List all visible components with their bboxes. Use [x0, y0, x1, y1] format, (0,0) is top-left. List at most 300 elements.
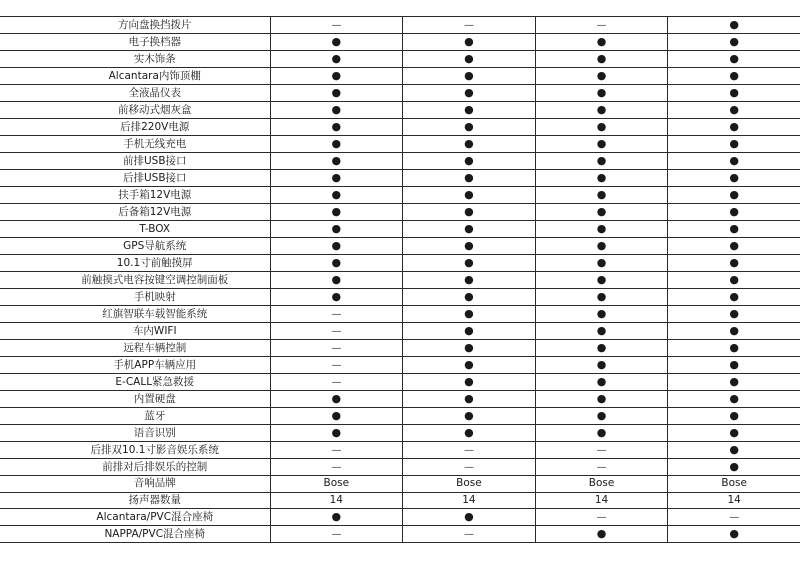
trim-value-2 — [403, 255, 536, 272]
standard-dot: ● — [596, 120, 607, 133]
spec-table-body — [0, 17, 800, 543]
not-available-dash: — — [331, 461, 342, 473]
trim-value-3 — [535, 170, 668, 187]
trim-value-2 — [403, 391, 536, 408]
standard-dot: ● — [596, 256, 607, 269]
table-row — [0, 187, 800, 204]
trim-value-1 — [270, 289, 403, 306]
feature-label: Alcantara内饰顶棚 — [0, 68, 270, 85]
table-row — [0, 442, 800, 459]
not-available-dash: — — [463, 444, 474, 456]
table-row — [0, 170, 800, 187]
trim-value-4 — [668, 289, 800, 306]
trim-value-1 — [270, 391, 403, 408]
feature-label: 后排USB接口 — [0, 170, 270, 187]
trim-value-3 — [535, 476, 668, 493]
value-text: Bose — [323, 477, 350, 490]
standard-dot: ● — [729, 392, 739, 405]
standard-dot: ● — [729, 18, 739, 31]
trim-value-1 — [270, 476, 403, 493]
trim-value-4 — [668, 442, 800, 459]
trim-value-4 — [668, 476, 800, 493]
trim-value-4 — [668, 204, 800, 221]
feature-label: 前移动式烟灰盒 — [0, 102, 270, 119]
value-text: Bose — [721, 477, 747, 490]
feature-label: 方向盘换挡拨片 — [0, 17, 270, 34]
trim-value-4 — [668, 102, 800, 119]
standard-dot: ● — [596, 222, 607, 235]
table-row — [0, 340, 800, 357]
trim-value-3 — [535, 289, 668, 306]
not-available-dash: — — [331, 19, 342, 31]
trim-value-2 — [403, 340, 536, 357]
standard-dot: ● — [596, 527, 607, 541]
standard-dot: ● — [596, 86, 607, 99]
standard-dot: ● — [331, 120, 342, 133]
table-row — [0, 17, 800, 34]
feature-label: 前排USB接口 — [0, 153, 270, 170]
trim-value-2 — [403, 204, 536, 221]
trim-value-4 — [668, 85, 800, 102]
standard-dot: ● — [596, 375, 607, 388]
standard-dot: ● — [596, 358, 607, 371]
standard-dot: ● — [729, 324, 739, 337]
table-row — [0, 136, 800, 153]
feature-label: 后排220V电源 — [0, 119, 270, 136]
trim-value-4 — [668, 391, 800, 408]
standard-dot: ● — [464, 324, 474, 337]
trim-value-4 — [668, 492, 800, 509]
standard-dot: ● — [596, 69, 607, 82]
standard-dot: ● — [729, 358, 739, 371]
table-row — [0, 153, 800, 170]
feature-label: 实木饰条 — [0, 51, 270, 68]
trim-value-3 — [535, 357, 668, 374]
table-row — [0, 255, 800, 272]
trim-value-4 — [668, 425, 800, 442]
standard-dot: ● — [331, 510, 342, 524]
feature-label: 手机无线充电 — [0, 136, 270, 153]
trim-value-4 — [668, 340, 800, 357]
standard-dot: ● — [729, 443, 739, 456]
trim-value-4 — [668, 323, 800, 340]
trim-value-2 — [403, 170, 536, 187]
standard-dot: ● — [464, 154, 474, 167]
standard-dot: ● — [331, 86, 342, 99]
not-available-dash: — — [331, 376, 342, 388]
trim-value-1 — [270, 51, 403, 68]
feature-label: 电子换档器 — [0, 34, 270, 51]
feature-label: 蓝牙 — [0, 408, 270, 425]
standard-dot: ● — [331, 205, 342, 218]
trim-value-2 — [403, 323, 536, 340]
standard-dot: ● — [729, 154, 739, 167]
feature-label: 后备箱12V电源 — [0, 204, 270, 221]
trim-value-1 — [270, 17, 403, 34]
feature-label: 红旗智联车载智能系统 — [0, 306, 270, 323]
not-available-dash: — — [463, 461, 474, 473]
standard-dot: ● — [464, 205, 474, 218]
trim-value-4 — [668, 238, 800, 255]
not-available-dash: — — [331, 325, 342, 337]
standard-dot: ● — [729, 188, 739, 201]
standard-dot: ● — [464, 35, 474, 48]
trim-value-3 — [535, 492, 668, 509]
standard-dot: ● — [729, 86, 739, 99]
trim-value-2 — [403, 526, 536, 543]
feature-label: 扶手箱12V电源 — [0, 187, 270, 204]
feature-label: 手机映射 — [0, 289, 270, 306]
trim-value-2 — [403, 68, 536, 85]
not-available-dash: — — [596, 19, 607, 31]
value-text: Bose — [456, 477, 482, 490]
trim-value-4 — [668, 119, 800, 136]
standard-dot: ● — [596, 154, 607, 167]
trim-value-4 — [668, 526, 800, 543]
standard-dot: ● — [331, 273, 342, 286]
feature-label: 扬声器数量 — [0, 492, 270, 509]
table-row — [0, 492, 800, 509]
standard-dot: ● — [331, 426, 342, 439]
trim-value-1 — [270, 323, 403, 340]
standard-dot: ● — [596, 103, 607, 116]
standard-dot: ● — [729, 460, 739, 473]
feature-label: 前触摸式电容按键空调控制面板 — [0, 272, 270, 289]
trim-value-4 — [668, 272, 800, 289]
trim-value-2 — [403, 509, 536, 526]
trim-value-2 — [403, 425, 536, 442]
trim-value-4 — [668, 17, 800, 34]
standard-dot: ● — [729, 307, 739, 320]
trim-value-1 — [270, 306, 403, 323]
trim-value-1 — [270, 408, 403, 425]
table-row — [0, 221, 800, 238]
feature-label: GPS导航系统 — [0, 238, 270, 255]
trim-value-1 — [270, 442, 403, 459]
trim-value-4 — [668, 136, 800, 153]
spec-sheet — [0, 16, 800, 543]
trim-value-3 — [535, 85, 668, 102]
trim-value-4 — [668, 170, 800, 187]
not-available-dash: — — [596, 444, 607, 456]
standard-dot: ● — [596, 273, 607, 286]
value-text: 14 — [329, 493, 343, 506]
trim-value-1 — [270, 492, 403, 509]
table-row — [0, 526, 800, 543]
table-row — [0, 391, 800, 408]
feature-label: 远程车辆控制 — [0, 340, 270, 357]
trim-value-4 — [668, 68, 800, 85]
standard-dot: ● — [464, 341, 474, 354]
trim-value-1 — [270, 425, 403, 442]
standard-dot: ● — [729, 222, 739, 235]
trim-value-2 — [403, 17, 536, 34]
trim-value-1 — [270, 102, 403, 119]
trim-value-2 — [403, 102, 536, 119]
not-available-dash: — — [331, 444, 342, 456]
trim-value-4 — [668, 374, 800, 391]
standard-dot: ● — [331, 69, 342, 82]
standard-dot: ● — [729, 52, 739, 65]
trim-value-3 — [535, 136, 668, 153]
standard-dot: ● — [729, 290, 739, 303]
trim-value-2 — [403, 136, 536, 153]
standard-dot: ● — [464, 69, 474, 82]
table-row — [0, 357, 800, 374]
standard-dot: ● — [464, 510, 474, 524]
standard-dot: ● — [729, 103, 739, 116]
standard-dot: ● — [464, 188, 474, 201]
trim-value-1 — [270, 204, 403, 221]
trim-value-4 — [668, 357, 800, 374]
standard-dot: ● — [464, 358, 474, 371]
not-available-dash: — — [331, 342, 342, 354]
table-row — [0, 51, 800, 68]
trim-value-3 — [535, 340, 668, 357]
standard-dot: ● — [729, 120, 739, 133]
trim-value-4 — [668, 34, 800, 51]
trim-value-2 — [403, 153, 536, 170]
standard-dot: ● — [464, 375, 474, 388]
trim-value-1 — [270, 459, 403, 476]
standard-dot: ● — [729, 527, 739, 541]
trim-value-1 — [270, 374, 403, 391]
standard-dot: ● — [331, 256, 342, 269]
trim-value-1 — [270, 170, 403, 187]
standard-dot: ● — [464, 120, 474, 133]
table-row — [0, 425, 800, 442]
table-row — [0, 476, 800, 493]
trim-value-3 — [535, 442, 668, 459]
trim-value-4 — [668, 221, 800, 238]
trim-value-1 — [270, 153, 403, 170]
feature-label: 语音识别 — [0, 425, 270, 442]
trim-value-2 — [403, 51, 536, 68]
table-row — [0, 34, 800, 51]
value-text: 14 — [462, 493, 476, 506]
standard-dot: ● — [596, 35, 607, 48]
standard-dot: ● — [464, 392, 474, 405]
feature-label: 音响品牌 — [0, 476, 270, 493]
feature-label: 10.1寸前触摸屏 — [0, 255, 270, 272]
standard-dot: ● — [596, 205, 607, 218]
table-row — [0, 509, 800, 526]
trim-value-2 — [403, 289, 536, 306]
standard-dot: ● — [331, 222, 342, 235]
standard-dot: ● — [464, 52, 474, 65]
trim-value-1 — [270, 34, 403, 51]
table-row — [0, 272, 800, 289]
trim-value-3 — [535, 272, 668, 289]
feature-label: 全液晶仪表 — [0, 85, 270, 102]
standard-dot: ● — [464, 290, 474, 303]
table-row — [0, 119, 800, 136]
table-row — [0, 85, 800, 102]
standard-dot: ● — [464, 256, 474, 269]
trim-value-2 — [403, 357, 536, 374]
standard-dot: ● — [596, 426, 607, 439]
value-text: 14 — [727, 493, 741, 506]
standard-dot: ● — [331, 239, 342, 252]
trim-value-1 — [270, 255, 403, 272]
standard-dot: ● — [729, 69, 739, 82]
trim-value-2 — [403, 238, 536, 255]
standard-dot: ● — [729, 409, 739, 422]
feature-label: 前排对后排娱乐的控制 — [0, 459, 270, 476]
trim-value-4 — [668, 153, 800, 170]
trim-value-3 — [535, 408, 668, 425]
standard-dot: ● — [596, 392, 607, 405]
trim-value-4 — [668, 408, 800, 425]
trim-value-2 — [403, 187, 536, 204]
trim-value-3 — [535, 374, 668, 391]
table-row — [0, 102, 800, 119]
table-row — [0, 238, 800, 255]
trim-value-3 — [535, 119, 668, 136]
standard-dot: ● — [729, 256, 739, 269]
trim-value-1 — [270, 272, 403, 289]
table-row — [0, 306, 800, 323]
standard-dot: ● — [729, 171, 739, 184]
standard-dot: ● — [464, 171, 474, 184]
trim-value-1 — [270, 526, 403, 543]
trim-value-1 — [270, 221, 403, 238]
standard-dot: ● — [331, 35, 342, 48]
trim-value-1 — [270, 68, 403, 85]
feature-label: T-BOX — [0, 221, 270, 238]
standard-dot: ● — [729, 239, 739, 252]
standard-dot: ● — [331, 103, 342, 116]
trim-value-2 — [403, 272, 536, 289]
feature-label: 内置硬盘 — [0, 391, 270, 408]
trim-value-3 — [535, 323, 668, 340]
standard-dot: ● — [596, 239, 607, 252]
trim-value-4 — [668, 306, 800, 323]
standard-dot: ● — [464, 307, 474, 320]
standard-dot: ● — [596, 307, 607, 320]
table-row — [0, 374, 800, 391]
trim-value-3 — [535, 34, 668, 51]
trim-value-3 — [535, 238, 668, 255]
value-text: Bose — [588, 477, 615, 490]
trim-value-3 — [535, 526, 668, 543]
trim-value-3 — [535, 425, 668, 442]
trim-value-1 — [270, 509, 403, 526]
standard-dot: ● — [331, 409, 342, 422]
trim-value-3 — [535, 187, 668, 204]
trim-value-4 — [668, 459, 800, 476]
table-row — [0, 323, 800, 340]
standard-dot: ● — [331, 171, 342, 184]
trim-value-2 — [403, 408, 536, 425]
standard-dot: ● — [331, 392, 342, 405]
feature-label: 手机APP车辆应用 — [0, 357, 270, 374]
trim-value-3 — [535, 204, 668, 221]
trim-value-1 — [270, 85, 403, 102]
not-available-dash: — — [463, 528, 474, 540]
trim-value-3 — [535, 306, 668, 323]
trim-value-4 — [668, 51, 800, 68]
trim-value-1 — [270, 187, 403, 204]
not-available-dash: — — [331, 528, 342, 540]
standard-dot: ● — [331, 137, 342, 150]
table-row — [0, 204, 800, 221]
spec-table — [0, 16, 800, 543]
standard-dot: ● — [596, 188, 607, 201]
trim-value-3 — [535, 255, 668, 272]
standard-dot: ● — [596, 290, 607, 303]
standard-dot: ● — [729, 273, 739, 286]
feature-label: NAPPA/PVC混合座椅 — [0, 526, 270, 543]
standard-dot: ● — [729, 35, 739, 48]
trim-value-3 — [535, 509, 668, 526]
trim-value-1 — [270, 357, 403, 374]
trim-value-3 — [535, 153, 668, 170]
feature-label: 车内WIFI — [0, 323, 270, 340]
trim-value-1 — [270, 136, 403, 153]
feature-label: Alcantara/PVC混合座椅 — [0, 509, 270, 526]
standard-dot: ● — [464, 239, 474, 252]
standard-dot: ● — [729, 375, 739, 388]
standard-dot: ● — [331, 290, 342, 303]
feature-label: 后排双10.1寸影音娱乐系统 — [0, 442, 270, 459]
not-available-dash: — — [331, 308, 342, 320]
trim-value-2 — [403, 374, 536, 391]
standard-dot: ● — [596, 52, 607, 65]
trim-value-2 — [403, 85, 536, 102]
standard-dot: ● — [596, 171, 607, 184]
standard-dot: ● — [729, 341, 739, 354]
trim-value-2 — [403, 459, 536, 476]
standard-dot: ● — [596, 324, 607, 337]
trim-value-3 — [535, 102, 668, 119]
table-row — [0, 289, 800, 306]
trim-value-2 — [403, 442, 536, 459]
trim-value-2 — [403, 306, 536, 323]
value-text: 14 — [594, 493, 609, 506]
trim-value-4 — [668, 255, 800, 272]
standard-dot: ● — [596, 137, 607, 150]
not-available-dash: — — [331, 359, 342, 371]
feature-label: E-CALL紧急救援 — [0, 374, 270, 391]
trim-value-2 — [403, 34, 536, 51]
table-row — [0, 459, 800, 476]
table-row — [0, 68, 800, 85]
trim-value-1 — [270, 119, 403, 136]
trim-value-2 — [403, 119, 536, 136]
trim-value-4 — [668, 187, 800, 204]
not-available-dash: — — [596, 461, 607, 473]
standard-dot: ● — [596, 341, 607, 354]
trim-value-3 — [535, 17, 668, 34]
standard-dot: ● — [464, 426, 474, 439]
trim-value-1 — [270, 340, 403, 357]
standard-dot: ● — [331, 154, 342, 167]
trim-value-3 — [535, 68, 668, 85]
standard-dot: ● — [464, 103, 474, 116]
standard-dot: ● — [464, 86, 474, 99]
trim-value-3 — [535, 459, 668, 476]
table-row — [0, 408, 800, 425]
standard-dot: ● — [331, 52, 342, 65]
standard-dot: ● — [729, 426, 739, 439]
standard-dot: ● — [464, 273, 474, 286]
trim-value-4 — [668, 509, 800, 526]
standard-dot: ● — [331, 188, 342, 201]
trim-value-2 — [403, 476, 536, 493]
standard-dot: ● — [464, 137, 474, 150]
not-available-dash: — — [463, 19, 474, 31]
